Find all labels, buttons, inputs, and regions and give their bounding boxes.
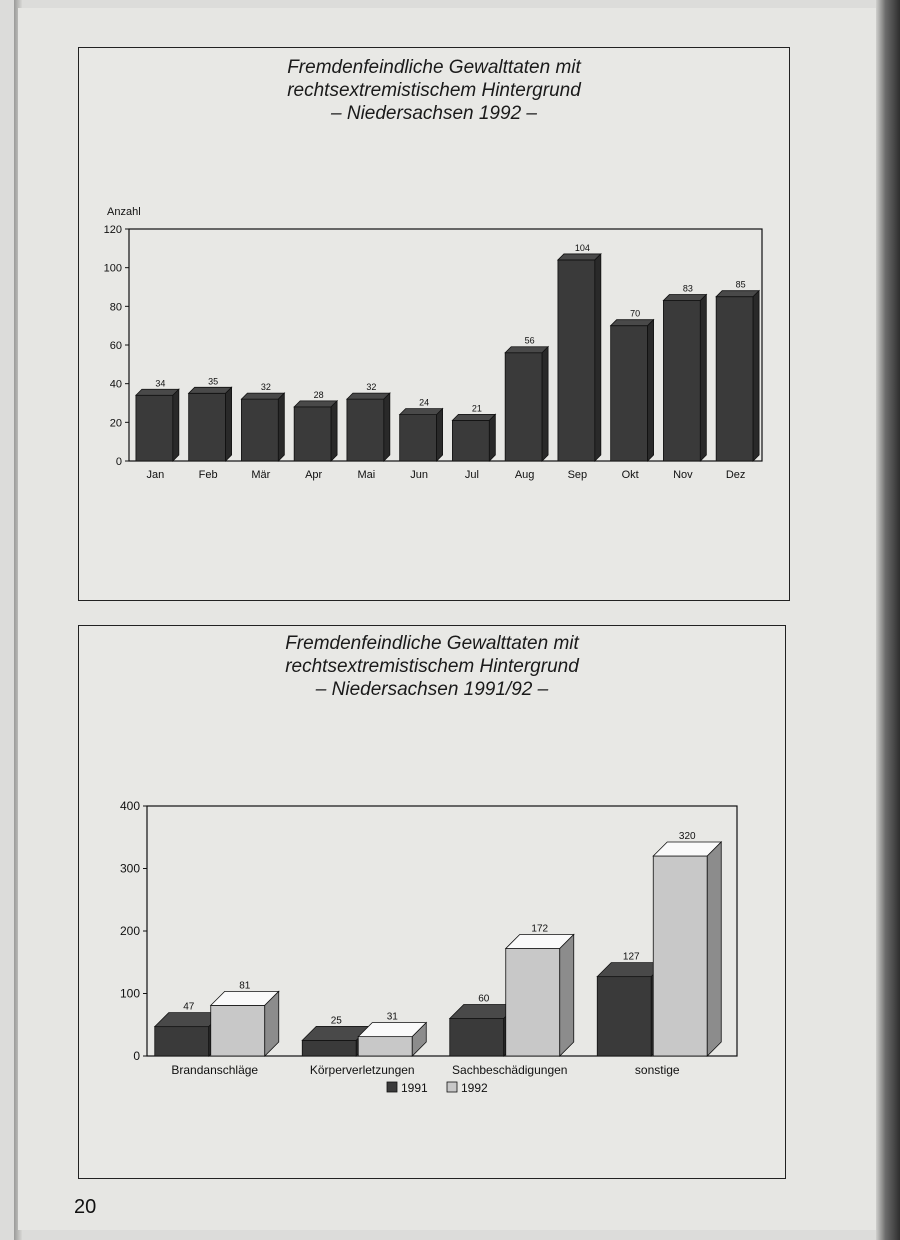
chart1-y-tick-label: 80 [109,301,122,314]
chart2-data-label: 320 [678,831,696,842]
chart1-bar-Jul-front [452,420,489,461]
chart1-data-label: 21 [471,403,482,414]
monthly-chart-panel [78,47,790,601]
chart2-data-label: 47 [183,1001,195,1013]
chart1-bar-Nov [663,295,706,461]
chart1-bar-Mär [241,393,284,461]
chart1-x-tick-label: Apr [305,469,323,481]
chart1-bar-Jul-top [452,414,495,420]
chart1-bar-Jan-front [136,395,173,461]
chart1-data-label: 85 [735,279,746,290]
chart1-y-tick-label: 60 [109,340,122,352]
chart1-x-tick-label: Sep [567,469,588,481]
chart1-bar-Mai-top [347,393,390,399]
chart1-y-axis-label: Anzahl [107,206,141,218]
chart1-x-tick-label: Mai [357,469,376,481]
chart1-y-tick-label: 0 [115,456,122,468]
chart2-y-tick-label: 400 [119,799,140,813]
chart1-bar-Aug-top [505,347,548,353]
chart1-bar-Dez-front [716,297,753,461]
chart2-data-label: 60 [478,993,490,1005]
chart1-bar-Dez-side [753,291,759,461]
page-number: 20 [74,1196,97,1218]
chart1-x-tick-label: Feb [198,469,218,481]
chart2-title-line-2: rechtsextremistischem Hintergrund [285,656,579,677]
chart1-data-label: 32 [260,382,271,393]
chart2-bar-1991-2-front [450,1019,504,1057]
chart1-bar-Mär-top [241,393,284,399]
chart1-bar-Sep-side [595,254,601,461]
chart2-bar-1992-3-front [653,856,707,1056]
chart1-bar-Dez-top [716,291,759,297]
chart2-legend-swatch-1992 [447,1082,457,1092]
chart1-bar-Nov-side [700,295,706,461]
chart2-bar-1992-1-front [358,1037,412,1056]
chart2-bar-1992-3-side [707,842,721,1056]
chart1-bar-Nov-front [663,301,700,461]
chart1-bar-Mai-front [347,399,384,461]
chart2-legend-label: 1991 [401,1081,428,1095]
chart2-data-label: 25 [330,1015,342,1027]
chart2-y-tick-label: 200 [119,924,140,938]
chart1-bar-Jun-front [400,415,437,461]
chart1-data-label: 24 [419,397,430,408]
chart2-title-line-1: Fremdenfeindliche Gewalttaten mit [285,633,579,654]
chart2-bar-1991-1-front [302,1040,356,1056]
chart2-bar-1991-0-front [155,1027,209,1056]
chart1-bar-Okt-top [611,320,654,326]
chart1-data-label: 83 [682,283,693,294]
chart1-bar-Jan [136,389,179,461]
chart1-x-tick-label: Aug [514,469,535,481]
chart1-bar-Nov-top [663,295,706,301]
chart1-bar-Mär-front [241,399,278,461]
chart1-bar-Jan-top [136,389,179,395]
chart1-bar-Sep-top [558,254,601,260]
category-chart-panel [78,625,786,1179]
chart2-data-label: 81 [239,980,251,992]
chart1-bar-Jun-side [437,409,443,461]
chart1-bar-Jan-side [173,389,179,461]
chart1-title-line-2: rechtsextremistischem Hintergrund [287,80,581,101]
chart1-data-label: 35 [208,376,219,387]
chart1-bar-Sep-front [558,260,595,461]
chart1-bar-Feb-front [189,393,226,461]
chart1-x-tick-label: Okt [621,469,639,481]
chart2-data-label: 31 [386,1011,398,1023]
chart1-bar-Apr-top [294,401,337,407]
chart1-x-tick-label: Jan [146,469,165,481]
chart2-data-label: 127 [622,951,640,963]
chart1-data-label: 56 [524,335,535,346]
chart2-x-tick-label: Körperverletzungen [309,1063,415,1077]
chart1-bar-Apr [294,401,337,461]
chart2-legend-label: 1992 [461,1081,488,1095]
chart1-title-line-3: – Niedersachsen 1992 – [331,103,537,124]
chart1-bar-Mai [347,393,390,461]
chart2-y-tick-label: 100 [119,986,140,1001]
chart1-bar-Aug-front [505,353,542,461]
chart1-y-tick-label: 100 [103,262,122,275]
chart1-x-tick-label: Jun [410,469,428,481]
chart1-bar-Mär-side [278,393,284,461]
chart1-bar-Dez [716,291,759,461]
chart1-bar-Jun [400,409,443,461]
chart2-bar-1992-1 [358,1023,426,1056]
page-binding-shadow [876,0,900,1240]
chart1-y-tick-label: 120 [103,224,122,236]
chart2-y-tick-label: 0 [133,1049,140,1063]
chart1-data-label: 70 [630,308,641,319]
chart1-x-tick-label: Dez [725,469,746,481]
chart2-x-tick-label: sonstige [634,1063,680,1077]
chart1-data-label: 34 [155,378,166,389]
chart2-y-tick-label: 300 [119,861,140,876]
chart1-bar-Apr-front [294,407,331,461]
chart1-bar-Aug [505,347,548,461]
chart2-title-line-3: – Niedersachsen 1991/92 – [315,679,549,700]
chart2-x-tick-label: Sachbeschädigungen [452,1063,568,1077]
chart1-bar-Okt-side [648,320,654,461]
chart2-bar-1992-3 [653,842,721,1056]
chart1-bar-Sep [558,254,601,461]
chart2-bar-1991-3-front [597,977,651,1056]
chart1-bar-Feb-top [189,387,232,393]
chart1-bar-Apr-side [331,401,337,461]
chart2-bar-1992-0 [211,991,279,1056]
chart1-x-tick-label: Mär [251,469,271,481]
chart1-bar-Jul [452,414,495,461]
monthly-bar-chart [79,48,789,600]
category-bar-chart [79,626,785,1178]
chart1-bar-Feb [189,387,232,461]
chart1-data-label: 104 [574,242,590,253]
chart1-bar-Feb-side [226,387,232,461]
chart2-bar-1992-2-front [506,949,560,1057]
chart1-x-tick-label: Jul [464,469,479,481]
chart2-data-label: 172 [531,923,549,935]
chart1-bar-Jul-side [489,414,495,461]
chart1-bar-Aug-side [542,347,548,461]
chart2-bar-1992-0-front [211,1005,265,1056]
chart1-data-label: 32 [366,382,377,393]
chart1-x-tick-label: Nov [673,469,693,481]
chart2-bar-1992-2-side [560,935,574,1057]
chart2-legend-swatch-1991 [387,1082,397,1092]
chart1-bar-Okt-front [611,326,648,461]
chart1-y-tick-label: 40 [109,378,122,391]
chart1-y-tick-label: 20 [109,417,122,430]
chart2-bar-1992-2 [506,935,574,1057]
chart2-x-tick-label: Brandanschläge [171,1063,259,1077]
chart1-title-line-1: Fremdenfeindliche Gewalttaten mit [287,57,581,78]
chart1-bar-Mai-side [384,393,390,461]
chart1-bar-Okt [611,320,654,461]
chart1-bar-Jun-top [400,409,443,415]
chart1-data-label: 28 [313,389,324,400]
